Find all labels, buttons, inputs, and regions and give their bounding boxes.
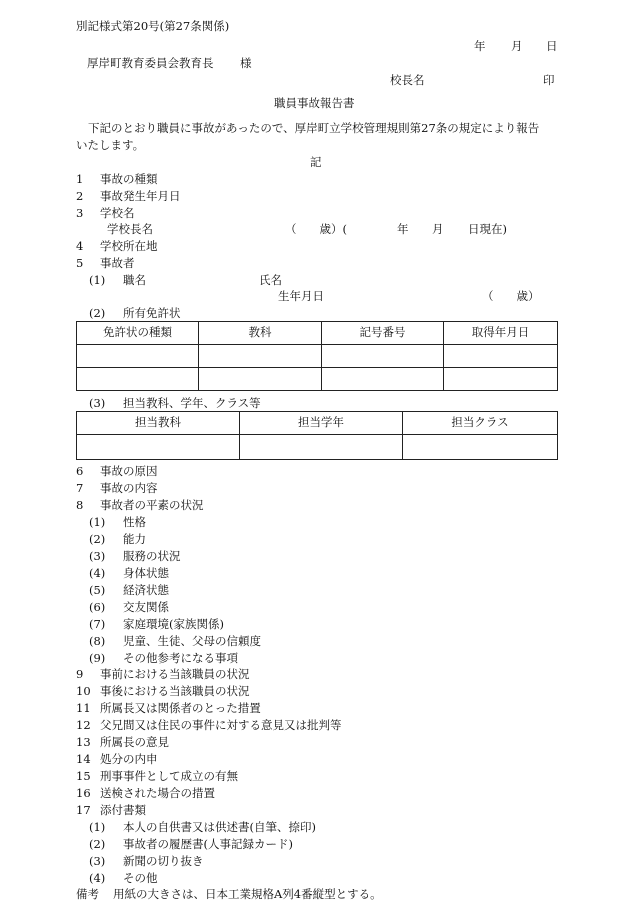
- school-head-age: （ 歳）(: [285, 222, 347, 236]
- intro-line-1: 下記のとおり職員に事故があったので、厚岸町立学校管理規則第27条の規定により報告: [88, 121, 540, 135]
- item-8-4: (4) 身体状態: [89, 566, 169, 580]
- table-cell: [199, 345, 322, 368]
- item-5-1: (1) 職名: [89, 273, 146, 287]
- license-header-type: 免許状の種類: [77, 322, 199, 345]
- table-row: [77, 368, 558, 391]
- item-9: 9 事前における当該職員の状況: [76, 667, 250, 681]
- table-cell: [77, 368, 199, 391]
- subject-header-subject: 担当教科: [77, 412, 240, 435]
- license-table: [76, 321, 558, 391]
- item-10: 10 事後における当該職員の状況: [76, 684, 250, 698]
- form-id: 別記様式第20号(第27条関係): [76, 19, 230, 33]
- birthdate-age: （ 歳）: [482, 289, 540, 303]
- item-8: 8 事故者の平素の状況: [76, 498, 204, 512]
- subject-header-grade: 担当学年: [240, 412, 403, 435]
- item-4: 4 学校所在地: [76, 239, 158, 253]
- addressee-name: 厚岸町教育委員会教育長: [87, 56, 214, 70]
- table-cell: [240, 435, 403, 460]
- item-6: 6 事故の原因: [76, 464, 158, 478]
- item-8-3: (3) 服務の状況: [89, 549, 181, 563]
- item-8-5: (5) 経済状態: [89, 583, 169, 597]
- item-3: 3 学校名: [76, 206, 135, 220]
- addressee-honorific: 様: [240, 56, 252, 70]
- subject-table-header: [77, 412, 558, 435]
- item-2: 2 事故発生年月日: [76, 189, 181, 203]
- license-header-date: 取得年月日: [444, 322, 558, 345]
- item-15: 15 刑事事件として成立の有無: [76, 769, 238, 783]
- item-11: 11 所属長又は関係者のとった措置: [76, 701, 261, 715]
- item-13: 13 所属長の意見: [76, 735, 169, 749]
- table-cell: [322, 345, 444, 368]
- item-12: 12 父兄間又は住民の事件に対する意見又は批判等: [76, 718, 342, 732]
- item-8-1: (1) 性格: [89, 515, 146, 529]
- license-table-header: [77, 322, 558, 345]
- birthdate-label: 生年月日: [278, 289, 324, 303]
- remark-label: 備考: [76, 887, 99, 901]
- table-cell: [444, 368, 558, 391]
- date-year-label: 年: [474, 39, 486, 53]
- name-label: 氏名: [259, 273, 282, 287]
- school-head-day: 日現在): [468, 222, 507, 236]
- school-head-month: 月: [432, 222, 444, 236]
- ki-heading: 記: [310, 155, 322, 169]
- item-5-3: (3) 担当教科、学年、クラス等: [89, 396, 261, 410]
- table-cell: [444, 345, 558, 368]
- table-cell: [199, 368, 322, 391]
- table-row: [77, 345, 558, 368]
- item-14: 14 処分の内申: [76, 752, 158, 766]
- item-8-2: (2) 能力: [89, 532, 146, 546]
- item-5: 5 事故者: [76, 256, 135, 270]
- table-cell: [77, 435, 240, 460]
- item-8-7: (7) 家庭環境(家族関係): [89, 617, 224, 631]
- school-head-label: 学校長名: [107, 222, 153, 236]
- seal-mark: 印: [543, 73, 555, 87]
- item-17-3: (3) 新聞の切り抜き: [89, 854, 204, 868]
- intro-line-2: いたします。: [76, 138, 145, 152]
- item-16: 16 送検された場合の措置: [76, 786, 215, 800]
- license-header-number: 記号番号: [322, 322, 444, 345]
- school-head-year: 年: [397, 222, 409, 236]
- item-8-8: (8) 児童、生徒、父母の信頼度: [89, 634, 261, 648]
- license-header-subject: 教科: [199, 322, 322, 345]
- subject-header-class: 担当クラス: [403, 412, 558, 435]
- date-month-label: 月: [511, 39, 523, 53]
- item-8-9: (9) その他参考になる事項: [89, 651, 238, 665]
- item-17: 17 添付書類: [76, 803, 146, 817]
- principal-label: 校長名: [390, 73, 425, 87]
- item-7: 7 事故の内容: [76, 481, 158, 495]
- remark-text: 用紙の大きさは、日本工業規格A列4番縦型とする。: [113, 887, 382, 901]
- remark: [76, 889, 382, 901]
- item-1: 1 事故の種類: [76, 172, 158, 186]
- table-cell: [403, 435, 558, 460]
- item-17-1: (1) 本人の自供書又は供述書(自筆、捺印): [89, 820, 316, 834]
- date-day-label: 日: [546, 39, 558, 53]
- table-row: [77, 435, 558, 460]
- item-17-2: (2) 事故者の履歴書(人事記録カード): [89, 837, 293, 851]
- document-title: 職員事故報告書: [274, 96, 355, 110]
- item-5-2: (2) 所有免許状: [89, 306, 181, 320]
- item-17-4: (4) その他: [89, 871, 158, 885]
- table-cell: [77, 345, 199, 368]
- table-cell: [322, 368, 444, 391]
- subject-table: [76, 411, 558, 460]
- item-8-6: (6) 交友関係: [89, 600, 169, 614]
